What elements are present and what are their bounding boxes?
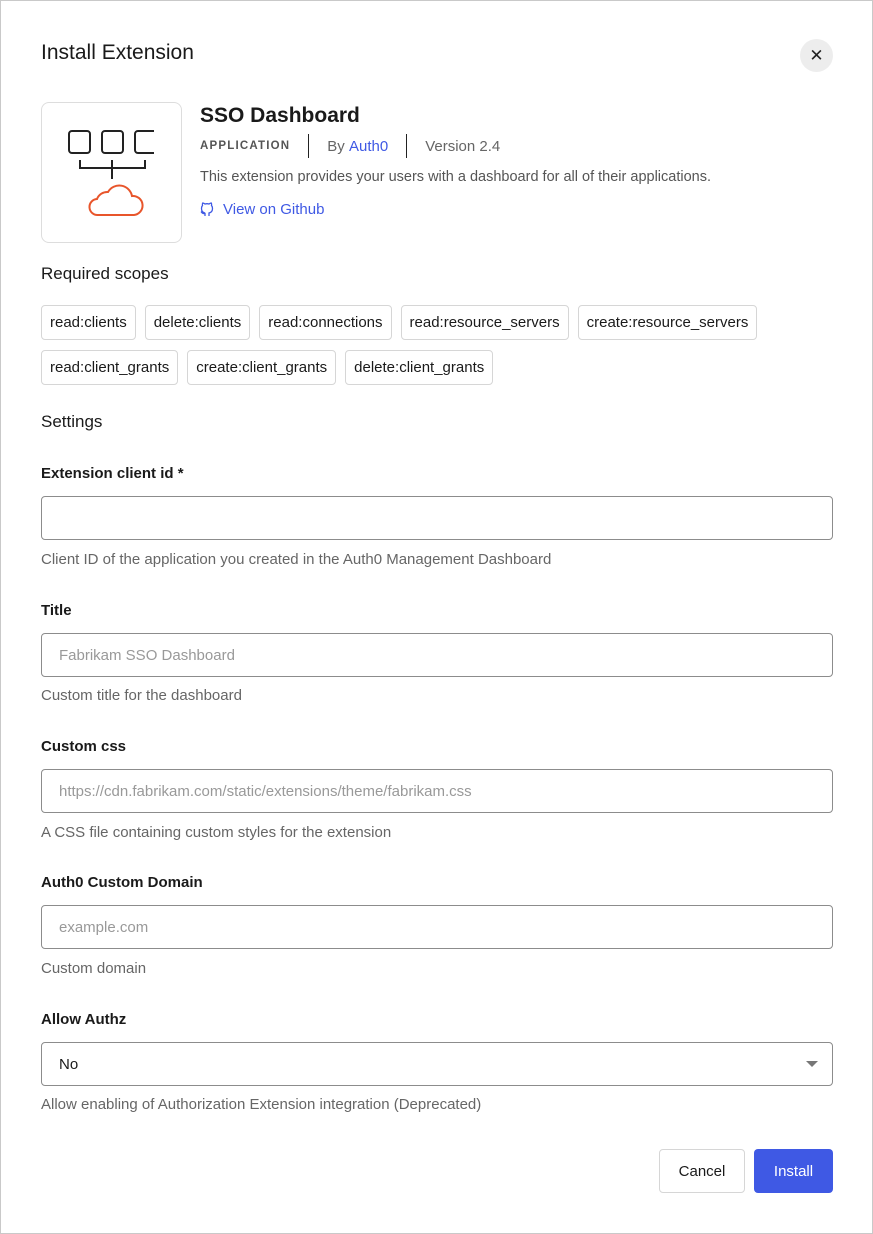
- allow-authz-value: No: [59, 1055, 79, 1073]
- scope-chip: delete:clients: [145, 305, 251, 340]
- scope-chip: delete:client_grants: [345, 350, 493, 385]
- scope-chip: create:client_grants: [187, 350, 336, 385]
- required-marker: *: [177, 465, 184, 482]
- scope-chip: read:client_grants: [41, 350, 178, 385]
- github-icon: [200, 202, 214, 217]
- allow-authz-select[interactable]: [41, 1042, 833, 1086]
- scope-chip: read:resource_servers: [401, 305, 569, 340]
- divider: [308, 134, 309, 158]
- client-id-label: [41, 465, 184, 482]
- allow-authz-label: Allow Authz: [41, 1011, 127, 1028]
- custom-css-input[interactable]: https://cdn.fabrikam.com/static/extensions/theme/fabrikam.css: [41, 769, 833, 813]
- by-label: By: [327, 137, 345, 155]
- github-link-label: View on Github: [223, 201, 325, 218]
- title-input[interactable]: Fabrikam SSO Dashboard: [41, 633, 833, 677]
- extension-version: Version 2.4: [425, 137, 501, 155]
- custom-domain-input[interactable]: example.com: [41, 905, 833, 949]
- client-id-label-text: Extension client id: [41, 465, 174, 482]
- dialog-title: Install Extension: [41, 41, 194, 64]
- settings-heading: Settings: [41, 412, 103, 431]
- title-label: Title: [41, 602, 72, 619]
- allow-authz-help: Allow enabling of Authorization Extension integration (Deprecated): [41, 1096, 482, 1113]
- scope-list: [41, 305, 841, 385]
- close-button[interactable]: [800, 39, 833, 72]
- client-id-help: Client ID of the application you created in the Auth0 Management Dashboard: [41, 551, 552, 568]
- scope-chip: read:clients: [41, 305, 136, 340]
- extension-logo: [41, 102, 182, 243]
- chevron-down-icon: [806, 1061, 818, 1067]
- extension-description: This extension provides your users with a dashboard for all of their applications.: [200, 169, 711, 185]
- extension-name: SSO Dashboard: [200, 104, 360, 127]
- install-button[interactable]: Install: [754, 1149, 833, 1193]
- custom-domain-label: Auth0 Custom Domain: [41, 874, 203, 891]
- extension-meta: [200, 134, 500, 158]
- title-help: Custom title for the dashboard: [41, 687, 242, 704]
- divider: [406, 134, 407, 158]
- close-icon: ✕: [809, 45, 824, 65]
- scope-chip: create:resource_servers: [578, 305, 758, 340]
- client-id-input[interactable]: [41, 496, 833, 540]
- github-link[interactable]: [200, 201, 324, 218]
- extension-category: APPLICATION: [200, 140, 291, 152]
- required-scopes-heading: Required scopes: [41, 264, 169, 283]
- sso-dashboard-icon: [42, 103, 183, 244]
- scope-chip: read:connections: [259, 305, 391, 340]
- custom-domain-help: Custom domain: [41, 960, 147, 977]
- custom-css-label: Custom css: [41, 738, 127, 755]
- cancel-button[interactable]: Cancel: [659, 1149, 745, 1193]
- custom-css-help: A CSS file containing custom styles for the extension: [41, 824, 392, 841]
- author-link[interactable]: Auth0: [348, 137, 389, 155]
